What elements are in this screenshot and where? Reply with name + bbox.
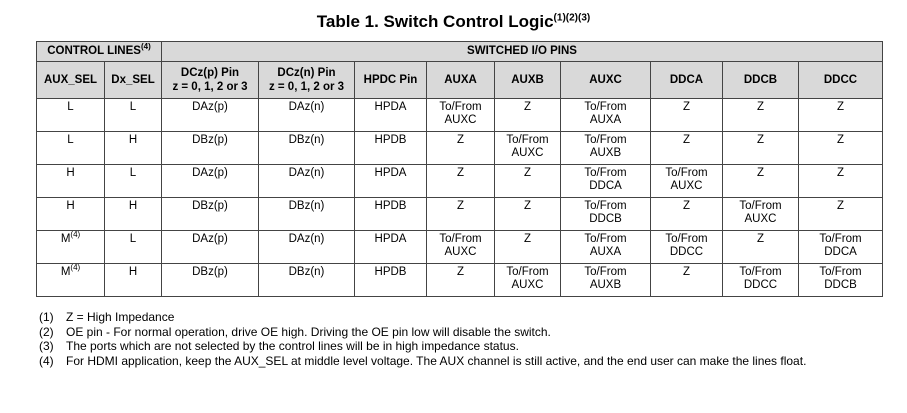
aux-sel-footnote-ref: (4) (70, 263, 81, 273)
table-cell (259, 165, 355, 198)
table-cell-line: DDCB (824, 279, 857, 291)
table-row (37, 165, 883, 198)
table-cell-line: To/From (665, 233, 708, 245)
aux-sel-cell (37, 198, 105, 231)
table-cell (799, 231, 883, 264)
table-cell-line: AUXA (589, 246, 622, 258)
table-cell-line: HPDA (374, 233, 407, 245)
table-cell-line: L (129, 101, 137, 113)
footnote-text: Z = High Impedance (66, 310, 175, 324)
table-cell-line: L (129, 233, 137, 245)
footnote-number: (3) (39, 339, 54, 353)
column-header-line2: z = 0, 1, 2 or 3 (172, 81, 248, 93)
column-header-line1: AUXA (444, 74, 477, 86)
table-cell (162, 99, 259, 132)
table-cell (495, 264, 561, 297)
table-cell-line: H (128, 266, 138, 278)
table-cell (259, 132, 355, 165)
table-cell (723, 264, 799, 297)
aux-sel-value: H (66, 167, 75, 179)
table-cell (162, 198, 259, 231)
table-cell (799, 264, 883, 297)
table-cell (427, 264, 495, 297)
table-cell (162, 165, 259, 198)
table-cell-line: To/From (439, 233, 482, 245)
table-cell-line: HPDB (374, 134, 407, 146)
table-cell (651, 132, 723, 165)
table-cell (355, 231, 427, 264)
table-cell (427, 132, 495, 165)
table-cell (561, 132, 651, 165)
column-header (427, 62, 495, 99)
table-cell (355, 165, 427, 198)
table-cell (799, 132, 883, 165)
table-cell-line: Z (456, 200, 465, 212)
aux-sel-cell (37, 231, 105, 264)
table-cell (495, 99, 561, 132)
table-cell-line: To/From (439, 101, 482, 113)
table-row (37, 231, 883, 264)
table-cell-line: Z (756, 134, 765, 146)
table-cell (105, 231, 162, 264)
table-cell-line: To/From (665, 167, 708, 179)
table-cell (105, 264, 162, 297)
table-cell-line: DDCC (669, 246, 704, 258)
aux-sel-cell (37, 165, 105, 198)
table-cell-line: AUXC (670, 180, 703, 192)
table-cell-line: AUXB (589, 147, 622, 159)
column-header (355, 62, 427, 99)
column-header-line1: AUX_SEL (43, 74, 98, 86)
table-cell (105, 132, 162, 165)
table-title (0, 12, 907, 32)
table-cell-line: Z (836, 134, 845, 146)
table-cell-line: To/From (819, 233, 862, 245)
table-cell-line: AUXC (444, 246, 477, 258)
table-cell-line: To/From (584, 233, 627, 245)
group-header-row (37, 42, 883, 62)
table-cell-line: Z (682, 200, 691, 212)
column-header (105, 62, 162, 99)
table-cell-line: DAz(p) (192, 101, 228, 113)
table-cell-line: HPDB (374, 266, 407, 278)
table-cell-line: AUXC (444, 114, 477, 126)
table-cell (651, 99, 723, 132)
table-cell (561, 231, 651, 264)
column-header-line1: DDCA (669, 74, 704, 86)
table-cell-line: Z (682, 266, 691, 278)
table-cell-line: To/From (584, 266, 627, 278)
table-cell (105, 99, 162, 132)
column-header-line1: AUXC (589, 74, 622, 86)
aux-sel-value: H (66, 200, 75, 212)
table-cell-line: To/From (506, 266, 549, 278)
table-cell-line: Z (523, 101, 532, 113)
table-body (37, 99, 883, 297)
table-cell-line: DBz(p) (192, 134, 228, 146)
footnote (39, 310, 889, 325)
table-cell (561, 264, 651, 297)
table-cell-line: Z (456, 134, 465, 146)
table-cell (495, 231, 561, 264)
table-cell-line: DDCA (824, 246, 857, 258)
footnotes (39, 310, 889, 368)
table-cell (723, 231, 799, 264)
table-title-footnote-refs: (1)(2)(3) (553, 12, 591, 24)
table-cell-line: To/From (739, 200, 782, 212)
table-title-text: Table 1. Switch Control Logic (316, 12, 554, 31)
table-cell (799, 165, 883, 198)
table-cell-line: To/From (584, 134, 627, 146)
table-cell (259, 99, 355, 132)
table-cell (162, 231, 259, 264)
table-cell (723, 132, 799, 165)
table-cell (105, 198, 162, 231)
column-header-line1: DCz(p) Pin (180, 67, 240, 79)
table-cell-line: Z (756, 101, 765, 113)
footnote (39, 339, 889, 354)
table-cell-line: DBz(n) (288, 200, 325, 212)
footnote-text: OE pin - For normal operation, drive OE high. Driving the OE pin low will disable the switch. (66, 324, 551, 339)
table-cell-line: To/From (819, 266, 862, 278)
table-cell (495, 198, 561, 231)
table-row (37, 198, 883, 231)
footnote-number: (1) (39, 310, 54, 324)
table-cell (427, 99, 495, 132)
column-header (651, 62, 723, 99)
footnote-text: The ports which are not selected by the control lines will be in high impedance status. (66, 339, 519, 353)
table-cell-line: To/From (739, 266, 782, 278)
column-header (723, 62, 799, 99)
table-cell-line: Z (456, 266, 465, 278)
footnote (39, 354, 889, 369)
table-cell-line: AUXA (589, 114, 622, 126)
table-cell-line: HPDA (374, 167, 407, 179)
table-cell (259, 264, 355, 297)
table-cell (561, 99, 651, 132)
table-cell (561, 198, 651, 231)
table-cell-line: Z (836, 101, 845, 113)
footnote-number: (2) (39, 324, 54, 339)
aux-sel-footnote-ref: (4) (70, 230, 81, 240)
table-cell (723, 198, 799, 231)
table-cell (105, 165, 162, 198)
table-cell-line: Z (756, 167, 765, 179)
table-cell (799, 198, 883, 231)
table-cell (427, 231, 495, 264)
table-cell-line: Z (456, 167, 465, 179)
table-cell (651, 264, 723, 297)
table-cell-line: Z (836, 200, 845, 212)
table-cell-line: Z (523, 167, 532, 179)
table-cell-line: DDCC (743, 279, 778, 291)
table-cell-line: Z (756, 233, 765, 245)
aux-sel-value: M (60, 266, 71, 278)
table-cell (355, 198, 427, 231)
column-header-row (37, 62, 883, 99)
footnote-text: For HDMI application, keep the AUX_SEL at middle level voltage. The AUX channel is still active, and the end user can make the lines float. (66, 353, 807, 368)
table-cell-line: AUXB (589, 279, 622, 291)
table-cell-line: To/From (506, 134, 549, 146)
control-lines-header: CONTROL LINES$^{(4)}$ (37, 42, 162, 62)
table-row (37, 132, 883, 165)
column-header (495, 62, 561, 99)
table-cell (259, 198, 355, 231)
table-cell-line: Z (523, 233, 532, 245)
table-cell (723, 99, 799, 132)
table-row (37, 264, 883, 297)
table-cell-line: AUXC (511, 147, 544, 159)
table-cell (495, 132, 561, 165)
table-cell-line: DAz(p) (192, 233, 228, 245)
table-cell-line: DBz(p) (192, 200, 228, 212)
column-header-line1: DCz(n) Pin (277, 67, 336, 79)
table-cell-line: AUXC (511, 279, 544, 291)
aux-sel-value: L (67, 134, 74, 146)
table-cell-line: DAz(p) (192, 167, 228, 179)
aux-sel-value: M (60, 233, 71, 245)
table-cell-line: DAz(n) (288, 167, 325, 179)
column-header-line1: DDCC (823, 74, 858, 86)
table-cell-line: Z (836, 167, 845, 179)
table-cell (651, 231, 723, 264)
column-header-line1: AUXB (511, 74, 544, 86)
table-cell-line: L (129, 167, 137, 179)
table-cell (162, 132, 259, 165)
table-cell (651, 165, 723, 198)
table-cell-line: DAz(n) (288, 101, 325, 113)
column-header-line1: DDCB (743, 74, 778, 86)
table-cell-line: DAz(n) (288, 233, 325, 245)
table-cell-line: DDCA (589, 180, 622, 192)
table-cell (355, 99, 427, 132)
table-cell (495, 165, 561, 198)
footnote-number: (4) (39, 353, 54, 368)
table-cell-line: DBz(n) (288, 266, 325, 278)
table-cell-line: To/From (584, 101, 627, 113)
switched-io-pins-header: SWITCHED I/O PINS (162, 42, 883, 62)
table-cell (259, 231, 355, 264)
table-row (37, 99, 883, 132)
aux-sel-cell (37, 99, 105, 132)
table-cell-line: DBz(p) (192, 266, 228, 278)
table-cell (723, 165, 799, 198)
column-header-line1: Dx_SEL (111, 74, 155, 86)
table-cell-line: HPDB (374, 200, 407, 212)
table-cell (427, 165, 495, 198)
table-cell-line: H (128, 200, 138, 212)
aux-sel-value: L (67, 101, 74, 113)
column-header-line1: HPDC Pin (363, 74, 418, 86)
table-cell (799, 99, 883, 132)
table-cell-line: AUXC (744, 213, 777, 225)
table-cell-line: DDCB (589, 213, 622, 225)
column-header (799, 62, 883, 99)
table-cell-line: HPDA (374, 101, 407, 113)
table-cell (355, 264, 427, 297)
column-header (37, 62, 105, 99)
aux-sel-cell (37, 264, 105, 297)
table-cell-line: To/From (584, 167, 627, 179)
column-header (162, 62, 259, 99)
table-cell (162, 264, 259, 297)
table-cell (355, 132, 427, 165)
table-cell (427, 198, 495, 231)
table-cell-line: To/From (584, 200, 627, 212)
column-header (561, 62, 651, 99)
table-cell-line: Z (682, 101, 691, 113)
table-cell-line: Z (523, 200, 532, 212)
table-cell-line: DBz(n) (288, 134, 325, 146)
column-header-line2: z = 0, 1, 2 or 3 (268, 81, 345, 93)
switch-control-logic-table (36, 41, 883, 297)
table-cell (651, 198, 723, 231)
aux-sel-cell (37, 132, 105, 165)
footnote (39, 325, 889, 340)
table-cell (561, 165, 651, 198)
table-cell-line: Z (682, 134, 691, 146)
column-header (259, 62, 355, 99)
table-cell-line: H (128, 134, 138, 146)
